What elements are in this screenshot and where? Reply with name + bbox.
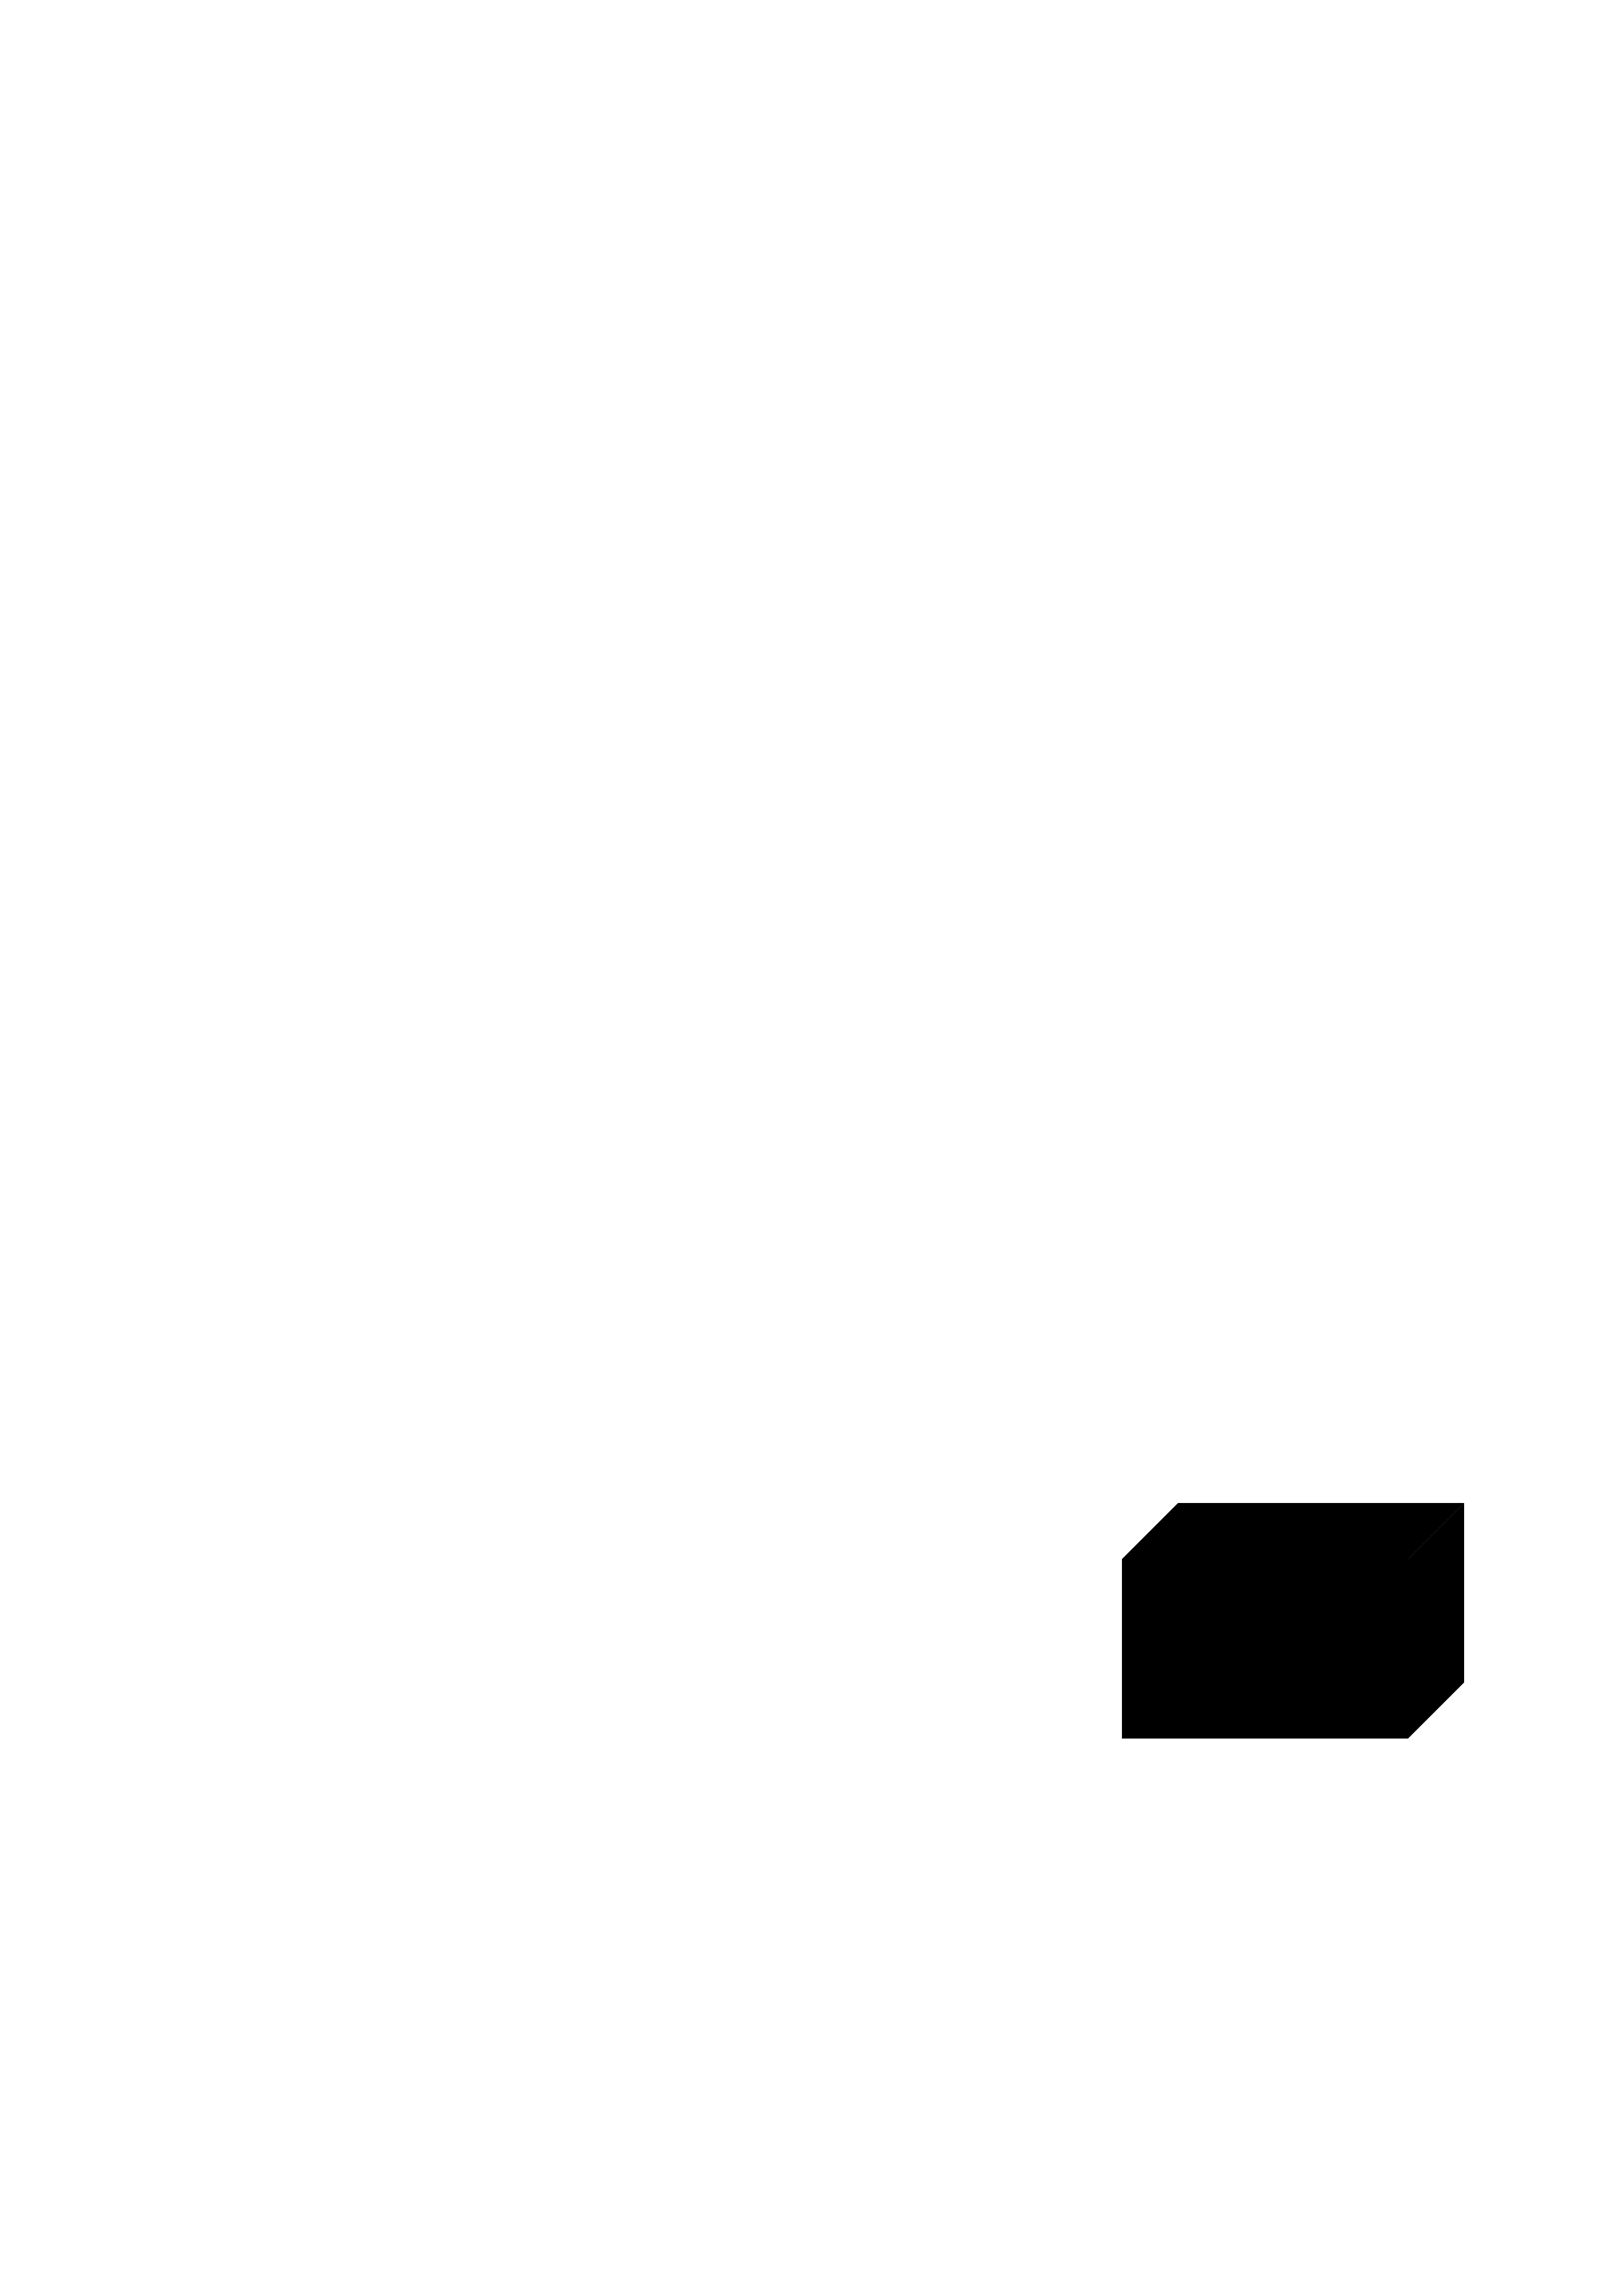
cuboid-front-face	[1122, 1559, 1408, 1739]
cuboid-figure	[1116, 1497, 1475, 1755]
cuboid-top-face	[1122, 1503, 1464, 1559]
